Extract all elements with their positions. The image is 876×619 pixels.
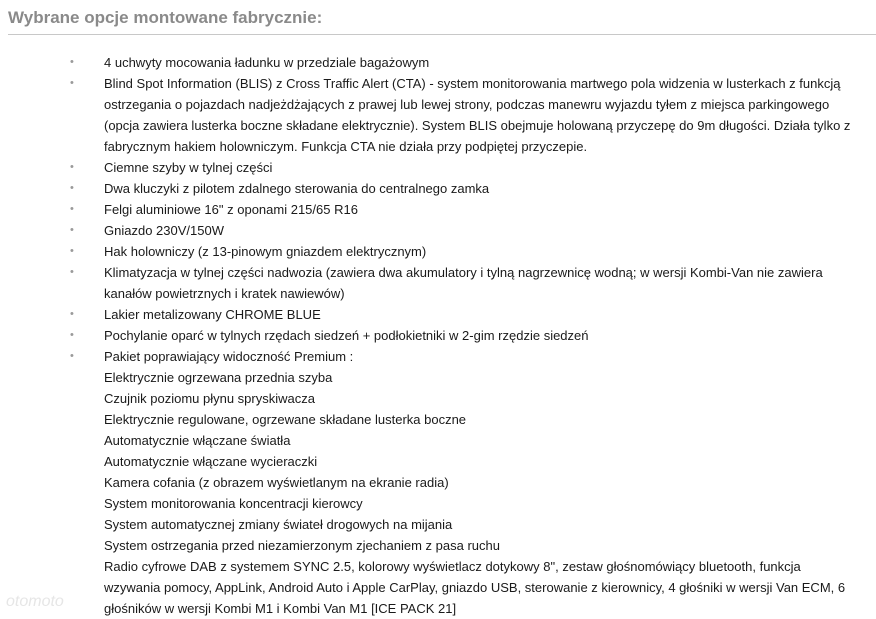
list-item: [70, 304, 860, 325]
watermark: otomoto: [6, 593, 64, 610]
section-title: Wybrane opcje montowane fabrycznie:: [8, 8, 323, 27]
bullet-icon: •: [70, 161, 74, 173]
bullet-icon: •: [70, 350, 74, 362]
item-text: Klimatyzacja w tylnej części nadwozia (zawiera dwa akumulatory i tylną nagrzewnicę wodną; w wersji Kombi-Van nie zawiera kanałów powietrznych i kratek nawiewów): [104, 265, 823, 301]
sub-item: System automatycznej zmiany świateł drogowych na mijania: [104, 517, 453, 532]
sub-item: Automatycznie włączane wycieraczki: [104, 454, 318, 469]
sub-item: Kamera cofania (z obrazem wyświetlanym na ekranie radia): [104, 475, 449, 490]
bullet-icon: •: [70, 266, 74, 278]
list-item: [70, 178, 860, 199]
sub-item: Automatycznie włączane światła: [104, 433, 291, 448]
bullet-icon: •: [70, 203, 74, 215]
list-item: [70, 73, 860, 157]
item-text: 4 uchwyty mocowania ładunku w przedziale bagażowym: [104, 55, 430, 70]
item-text: Blind Spot Information (BLIS) z Cross Traffic Alert (CTA) - system monitorowania martwego pola widzenia w lusterkach z funkcją ostrzegania o pojazdach nadjeżdżających z prawej lub lewej strony, podczas manewru wyjazdu tyłem z miejsca parkingowego (opcja zawiera lusterka boczne składane elektrycznie). System BLIS obejmuje holowaną przyczepę do 9m długości. Działa tylko z fabrycznym hakiem holowniczym. Funkcja CTA nie działa przy podpiętej przyczepie.: [104, 76, 851, 154]
list-item: [70, 325, 860, 346]
sub-item: Elektrycznie regulowane, ogrzewane składane lusterka boczne: [104, 412, 467, 427]
list-item: [70, 262, 860, 304]
list-item: [70, 220, 860, 241]
sub-item: Elektrycznie ogrzewana przednia szyba: [104, 370, 333, 385]
sub-item: Radio cyfrowe DAB z systemem SYNC 2.5, kolorowy wyświetlacz dotykowy 8", zestaw głośnomówiący bluetooth, funkcja wzywania pomocy, AppLink, Android Auto i Apple CarPlay, gniazdo USB, sterowanie z kierownicy, 4 głośniki w wersji Van ECM, 6 głośników w wersji Kombi M1 i Kombi Van M1 [ICE PACK 21]: [104, 559, 846, 616]
list-item: [70, 157, 860, 178]
item-text: Hak holowniczy (z 13-pinowym gniazdem elektrycznym): [104, 244, 427, 259]
options-list: [70, 52, 860, 619]
sub-item: System monitorowania koncentracji kierowcy: [104, 496, 363, 511]
item-text: Lakier metalizowany CHROME BLUE: [104, 307, 321, 322]
sub-item: Czujnik poziomu płynu spryskiwacza: [104, 391, 315, 406]
item-text: Felgi aluminiowe 16" z oponami 215/65 R16: [104, 202, 358, 217]
list-item: [70, 241, 860, 262]
bullet-icon: •: [70, 329, 74, 341]
item-text: Dwa kluczyki z pilotem zdalnego sterowania do centralnego zamka: [104, 181, 490, 196]
section-header: [8, 8, 876, 35]
list-item: [70, 52, 860, 73]
item-text: Ciemne szyby w tylnej części: [104, 160, 273, 175]
bullet-icon: •: [70, 56, 74, 68]
list-item: [70, 199, 860, 220]
item-text: Gniazdo 230V/150W: [104, 223, 224, 238]
bullet-icon: •: [70, 308, 74, 320]
bullet-icon: •: [70, 182, 74, 194]
item-text: Pakiet poprawiający widoczność Premium :: [104, 349, 354, 364]
sub-item: System ostrzegania przed niezamierzonym zjechaniem z pasa ruchu: [104, 538, 500, 553]
bullet-icon: •: [70, 77, 74, 89]
bullet-icon: •: [70, 224, 74, 236]
item-text: Pochylanie oparć w tylnych rzędach siedzeń + podłokietniki w 2-gim rzędzie siedzeń: [104, 328, 589, 343]
list-item: [70, 346, 860, 619]
bullet-icon: •: [70, 245, 74, 257]
